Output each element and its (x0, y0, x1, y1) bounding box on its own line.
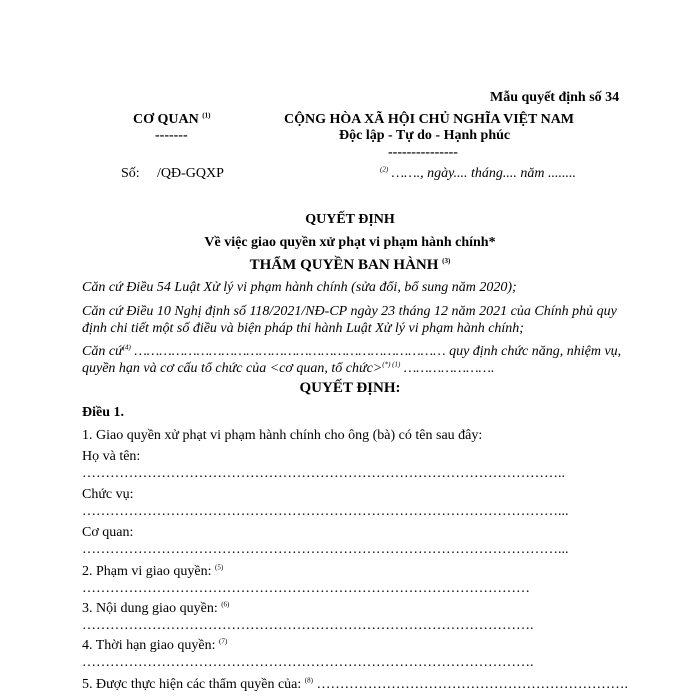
position-label: Chức vụ: (82, 487, 134, 502)
decision-subject: Về việc giao quyền xử phạt vi phạm hành chính* (204, 235, 496, 250)
term-footnote-ref: (7) (219, 637, 228, 646)
legal-basis-3-line-2-blank: …………………. (403, 361, 495, 376)
delegation-term-label (82, 638, 227, 654)
scope-footnote-ref: (5) (215, 563, 224, 572)
legal-basis-2-line-2: định chi tiết một số điều và biện pháp thi hành Luật Xử lý vi phạm hành chính; (82, 321, 524, 336)
agency-name-text: CƠ QUAN (133, 112, 199, 127)
template-label: Mẫu quyết định số 34 (490, 90, 620, 105)
legal-basis-3-end: quy định chức năng, nhiệm vụ, (449, 344, 622, 359)
legal-basis-2-line-1: Căn cứ Điều 10 Nghị định số 118/2021/NĐ-CP ngày 23 tháng 12 năm 2021 của Chính phủ quy (82, 304, 617, 319)
agency-underline: ------- (155, 128, 188, 143)
delegated-authority-blank: …………………………………………………………. (316, 677, 628, 692)
agency-name (133, 112, 210, 128)
delegation-term-blank: ……………………………………………………………………………………. (82, 655, 534, 670)
legal-basis-3-start: Căn cứ (82, 344, 123, 359)
content-footnote-ref: (6) (221, 600, 230, 609)
issuing-authority (0, 257, 700, 274)
country-name: CỘNG HÒA XÃ HỘI CHỦ NGHĨA VIỆT NAM (284, 112, 575, 127)
delegation-term-text: 4. Thời hạn giao quyền: (82, 638, 216, 653)
delegation-scope-blank: …………………………………………………………………………………… (82, 581, 530, 596)
legal-basis-3-line-2-text: quyền hạn và cơ cấu tổ chức của <cơ quan, tổ chức> (82, 361, 383, 376)
authority-scope-footnote-ref: (8) (304, 676, 313, 685)
legal-basis-3-line-1 (82, 344, 621, 360)
basis-3-footnote-ref: (4) (122, 343, 131, 352)
delegated-authority-text: 5. Được thực hiện các thẩm quyền của: (82, 677, 302, 692)
delegation-scope-text: 2. Phạm vi giao quyền: (82, 564, 212, 579)
article-1-item-1: 1. Giao quyền xử phạt vi phạm hành chính cho ông (bà) có tên sau đây: (82, 428, 483, 443)
decision-number-label: Số: (121, 166, 140, 181)
date-footnote-ref: (2) (380, 165, 389, 174)
delegation-content-text: 3. Nội dung giao quyền: (82, 601, 218, 616)
authority-footnote-ref: (3) (442, 257, 451, 265)
position-blank: …………………………………………………………………………………………... (82, 504, 569, 519)
name-label: Họ và tên: (82, 449, 141, 464)
delegation-content-blank: ……………………………………………………………………………………. (82, 618, 534, 633)
delegated-authority-line (82, 677, 628, 693)
delegation-scope-label (82, 564, 223, 580)
name-blank: ………………………………………………………………………………………….. (82, 466, 565, 481)
agency-label: Cơ quan: (82, 525, 134, 540)
issue-date-line (380, 166, 576, 182)
motto: Độc lập - Tự do - Hạnh phúc (339, 128, 511, 143)
legal-basis-1: Căn cứ Điều 54 Luật Xử lý vi phạm hành chính (sửa đổi, bổ sung năm 2020); (82, 280, 517, 295)
motto-underline: --------------- (388, 145, 458, 160)
legal-basis-3-blank: ………………………………………………………………… (134, 344, 446, 359)
article-1-title: Điều 1. (82, 405, 124, 420)
agency-footnote-ref: (1) (202, 111, 211, 120)
decision-number-code: /QĐ-GQXP (157, 166, 224, 181)
legal-basis-3-line-2 (82, 361, 494, 377)
issue-date-text: ……., ngày.... tháng.... năm ........ (391, 166, 577, 181)
basis-3-line-2-footnote-ref: (*) (1) (382, 360, 401, 369)
agency-blank: …………………………………………………………………………………………... (82, 542, 569, 557)
decision-title: QUYẾT ĐỊNH (305, 212, 395, 227)
delegation-content-label (82, 601, 229, 617)
issuing-authority-text: THẨM QUYỀN BAN HÀNH (249, 257, 439, 273)
decision-section-heading: QUYẾT ĐỊNH: (299, 380, 401, 396)
